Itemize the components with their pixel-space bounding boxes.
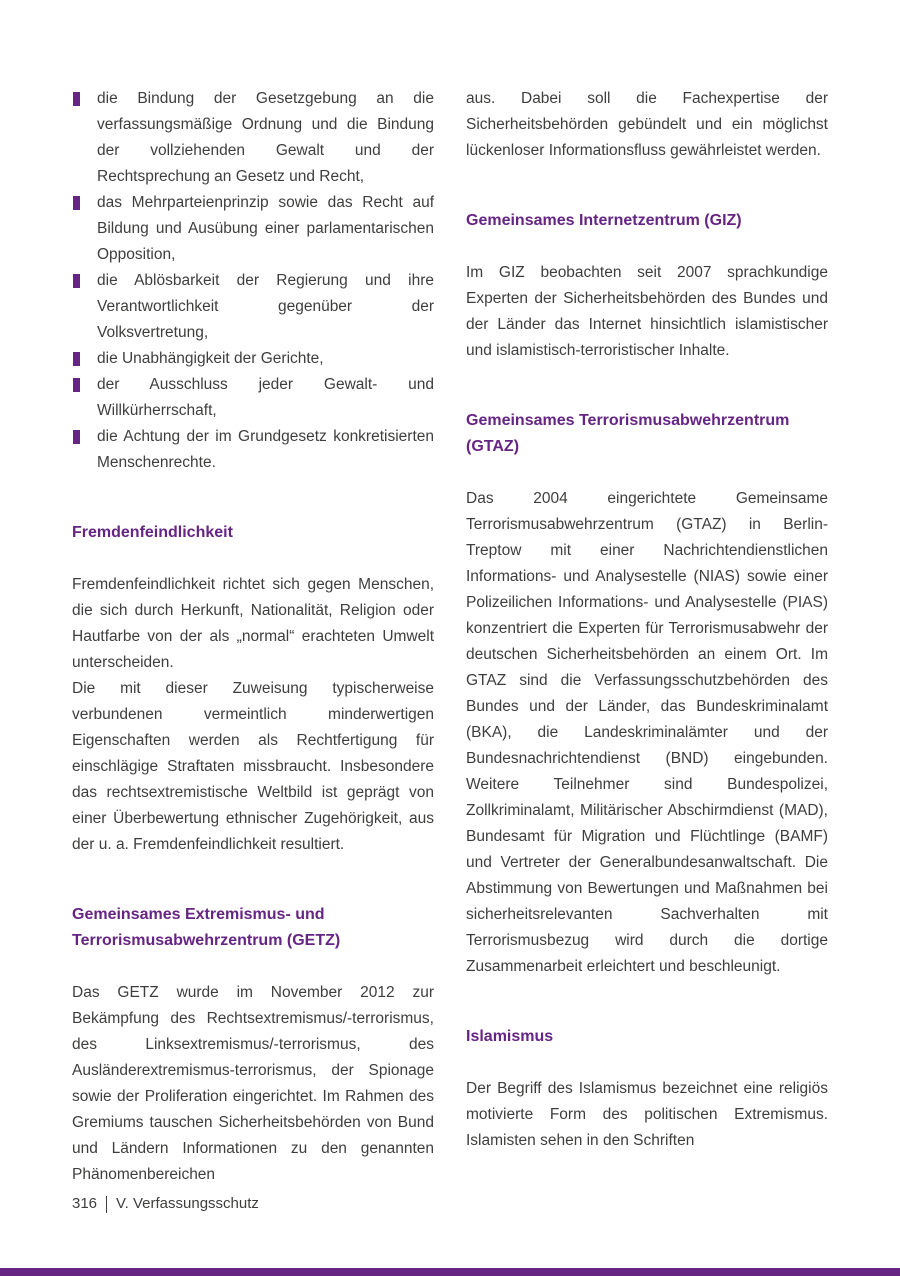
chapter-title: V. Verfassungsschutz — [116, 1195, 259, 1212]
paragraph: Die mit dieser Zuweisung typischerweise verbundenen vermeintlich minderwertigen Eigenschaften werden als Rechtfertigung für einschlägige Straftaten missbraucht. Insbesondere das rechtsextremistische Weltbild ist geprägt von einer Überbewertung ethnischer Zugehörigkeit, aus der u. a. Fremdenfeindlichkeit resultiert. — [72, 680, 434, 853]
page-footer — [72, 1194, 259, 1214]
right-column — [466, 86, 828, 1188]
heading-islamismus: Islamismus — [466, 1028, 554, 1045]
paragraph: Das 2004 eingerichtete Gemeinsame Terrorismusabwehrzentrum (GTAZ) in Berlin-Treptow mit einer Nachrichtendienstlichen Informations- und Analysestelle (NIAS) sowie einer Polizeilichen Informations- und Analysestelle (PIAS) konzentriert die Experten für Terrorismusabwehr der deutschen Sicherheitsbehörden an einem Ort. Im GTAZ sind die Verfassungsschutzbehörden des Bundes und der Länder, das Bundeskriminalamt (BKA), die Landeskriminalämter und der Bundesnachrichtendienst (BND) eingebunden. Weitere Teilnehmer sind Bundespolizei, Zollkriminalamt, Militärischer Abschirmdienst (MAD), Bundesamt für Migration und Flüchtlinge (BAMF) und Vertreter der Generalbundesanwaltschaft. Die Abstimmung von Bewertungen und Maßnahmen bei sicherheitsrelevanten Sachverhalten mit Terrorismusbezug wird durch die dortige Zusammenarbeit erleichtert und beschleunigt. — [466, 490, 828, 975]
bullet-item — [72, 372, 434, 424]
bullet-square-icon — [73, 430, 80, 444]
bullet-item — [72, 86, 434, 190]
bullet-item — [72, 190, 434, 268]
bullet-square-icon — [73, 92, 80, 106]
bullet-text: der Ausschluss jeder Gewalt- und Willkürherrschaft, — [97, 376, 434, 419]
bullet-text: die Unabhängigkeit der Gerichte, — [97, 350, 324, 367]
paragraph: Der Begriff des Islamismus bezeichnet eine religiös motivierte Form des politischen Extremismus. Islamisten sehen in den Schriften — [466, 1080, 828, 1149]
bullet-text: die Ablösbarkeit der Regierung und ihre Verantwortlichkeit gegenüber der Volksvertretung, — [97, 272, 434, 341]
bullet-square-icon — [73, 378, 80, 392]
paragraph-continuation: aus. Dabei soll die Fachexpertise der Sicherheitsbehörden gebündelt und ein möglichst lückenloser Informationsfluss gewährleistet werden. — [466, 90, 828, 159]
left-column — [72, 86, 434, 1188]
paragraph: Das GETZ wurde im November 2012 zur Bekämpfung des Rechtsextremismus/-terrorismus, des Linksextremismus/-terrorismus, des Ausländerextremismus-terrorismus, der Spionage sowie der Proliferation eingerichtet. Im Rahmen des Gremiums tauschen Sicherheitsbehörden von Bund und Ländern Informationen zu den genannten Phänomenbereichen — [72, 984, 434, 1183]
bullet-item — [72, 346, 434, 372]
bullet-text: das Mehrparteienprinzip sowie das Recht auf Bildung und Ausübung einer parlamentarischen Opposition, — [97, 194, 434, 263]
paragraph: Im GIZ beobachten seit 2007 sprachkundige Experten der Sicherheitsbehörden des Bundes und der Länder das Internet hinsichtlich islamistischer und islamistisch-terroristischer Inhalte. — [466, 264, 828, 359]
principles-bullet-list — [72, 86, 434, 476]
heading-fremdenfeindlichkeit: Fremdenfeindlichkeit — [72, 524, 233, 541]
bottom-accent-bar — [0, 1268, 900, 1276]
bullet-text: die Achtung der im Grundgesetz konkretisierten Menschenrechte. — [97, 428, 434, 471]
bullet-item — [72, 268, 434, 346]
bullet-square-icon — [73, 352, 80, 366]
bullet-text: die Bindung der Gesetzgebung an die verfassungsmäßige Ordnung und die Bindung der vollziehenden Gewalt und der Rechtsprechung an Gesetz und Recht, — [97, 90, 434, 185]
heading-giz: Gemeinsames Internetzentrum (GIZ) — [466, 212, 742, 229]
paragraph: Fremdenfeindlichkeit richtet sich gegen Menschen, die sich durch Herkunft, Nationalität, Religion oder Hautfarbe von der als „normal“ erachteten Umwelt unterscheiden. — [72, 576, 434, 671]
heading-gtaz: Gemeinsames Terrorismusabwehrzentrum (GTAZ) — [466, 412, 790, 455]
bullet-item — [72, 424, 434, 476]
footer-divider — [106, 1196, 107, 1213]
page-number: 316 — [72, 1195, 98, 1212]
bullet-square-icon — [73, 196, 80, 210]
bullet-square-icon — [73, 274, 80, 288]
heading-getz: Gemeinsames Extremismus- und Terrorismusabwehrzentrum (GETZ) — [72, 906, 341, 949]
